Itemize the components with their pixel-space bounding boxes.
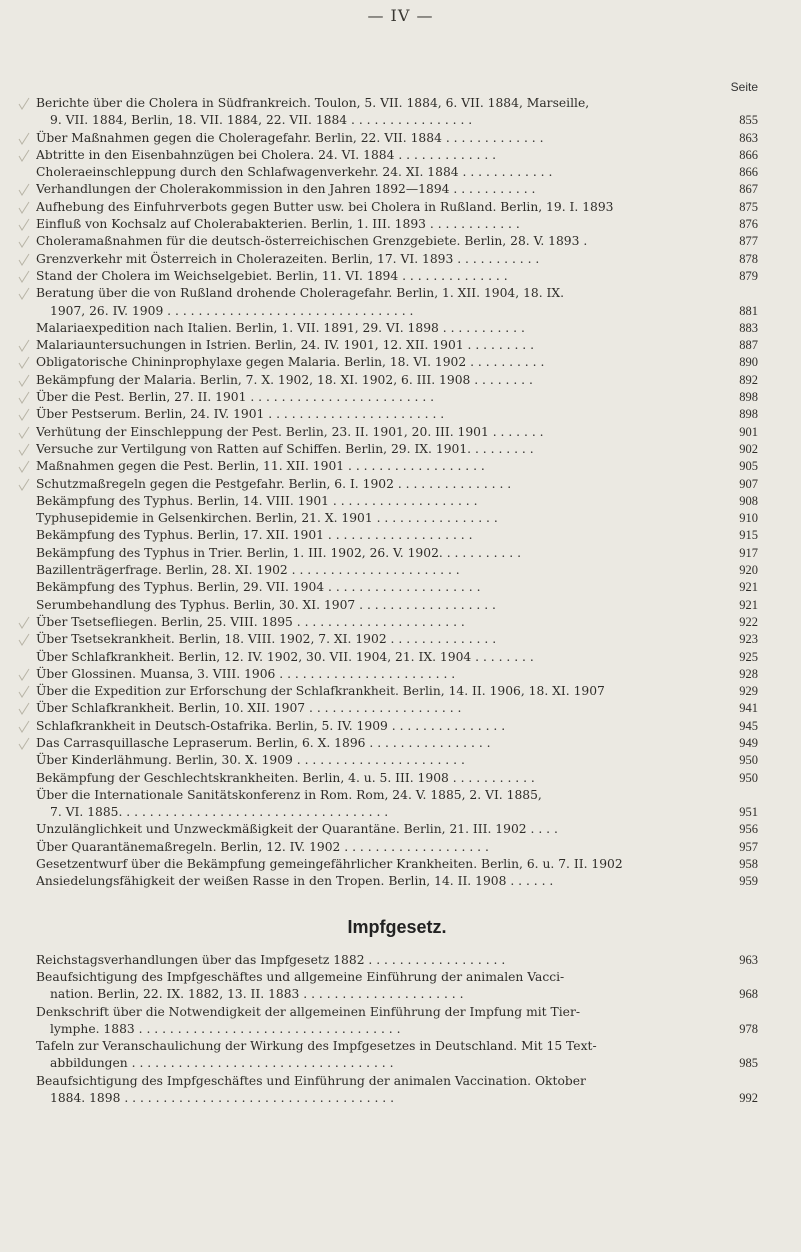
toc-entry-title: Über die Internationale Sanitätskonferenz in Rom. Rom, 24. V. 1885, 2. VI. 1885, — [36, 787, 542, 802]
toc-entry — [36, 562, 758, 579]
toc-entry-title: Bekämpfung der Malaria. Berlin, 7. X. 1902, 18. XI. 1902, 6. III. 1908 . . . . . . . . — [36, 372, 533, 387]
toc-entry-title: Obligatorische Chininprophylaxe gegen Malaria. Berlin, 18. VI. 1902 . . . . . . . . . . — [36, 355, 545, 370]
toc-page-number: 907 — [739, 476, 758, 491]
toc-entry — [36, 147, 758, 164]
toc-entry-title: Malariaexpedition nach Italien. Berlin, 1. VII. 1891, 29. VI. 1898 . . . . . . . . . . . — [36, 320, 525, 335]
toc-entry-title: Über Pestserum. Berlin, 24. IV. 1901 . . . . . . . . . . . . . . . . . . . . . . . — [36, 407, 445, 422]
pencil-check-mark-icon — [18, 633, 30, 647]
toc-page-number: 915 — [739, 528, 758, 543]
toc-entry — [36, 770, 758, 787]
toc-entry-title: Über die Pest. Berlin, 27. II. 1901 . . . . . . . . . . . . . . . . . . . . . . . . — [36, 390, 435, 405]
toc-page-number: 877 — [739, 234, 758, 249]
toc-entry — [36, 458, 758, 475]
toc-page-number: 898 — [739, 407, 758, 422]
toc-entry — [36, 752, 758, 769]
pencil-check-mark-icon — [18, 616, 30, 630]
toc-page-number: 921 — [739, 580, 758, 595]
toc-entry — [36, 476, 758, 493]
toc-entry — [36, 337, 758, 354]
toc-entry — [36, 493, 758, 510]
toc-page-number: 950 — [739, 770, 758, 785]
pencil-check-mark-icon — [18, 443, 30, 457]
toc-entry — [36, 441, 758, 458]
toc-entry-title: Bekämpfung des Typhus. Berlin, 14. VIII. 1901 . . . . . . . . . . . . . . . . . . . — [36, 493, 478, 508]
toc-page-number: 876 — [739, 217, 758, 232]
toc-entry-title: Über Schlafkrankheit. Berlin, 12. IV. 1902, 30. VII. 1904, 21. IX. 1904 . . . . . . . . — [36, 649, 534, 664]
toc-entry — [36, 597, 758, 614]
toc-page-number: 950 — [739, 753, 758, 768]
page-number-header: — IV — — [367, 6, 434, 25]
toc-entry — [36, 406, 758, 423]
toc-entry — [36, 164, 758, 181]
toc-entry-title: Über Tsetsefliegen. Berlin, 25. VIII. 1895 . . . . . . . . . . . . . . . . . . . . . . — [36, 614, 465, 629]
pencil-check-mark-icon — [18, 183, 30, 197]
toc-entry — [36, 424, 758, 441]
toc-page-number: 929 — [739, 684, 758, 699]
toc-entry-title: Berichte über die Cholera in Südfrankreich. Toulon, 5. VII. 1884, 6. VII. 1884, Marseille, — [36, 96, 590, 110]
toc-page-number: 879 — [739, 268, 758, 283]
toc-page-number: 883 — [739, 320, 758, 335]
toc-entry — [36, 181, 758, 198]
toc-page-number: 958 — [739, 857, 758, 872]
toc-page-number: 951 — [739, 805, 758, 820]
toc-page-number: 922 — [739, 614, 758, 629]
pencil-check-mark-icon — [18, 720, 30, 734]
toc-page-number: 863 — [739, 130, 758, 145]
toc-page-number: 992 — [739, 1091, 758, 1106]
toc-page-number: 878 — [739, 251, 758, 266]
toc-entry-title: Aufhebung des Einfuhrverbots gegen Butter usw. bei Cholera in Rußland. Berlin, 19. I. 1893 — [36, 199, 614, 214]
pencil-check-mark-icon — [18, 374, 30, 388]
toc-entry-title: nation. Berlin, 22. IX. 1882, 13. II. 1883 . . . . . . . . . . . . . . . . . . . . . — [50, 987, 464, 1002]
toc-entry — [36, 579, 758, 596]
toc-entry-title: Bekämpfung des Typhus. Berlin, 17. XII. 1901 . . . . . . . . . . . . . . . . . . . — [36, 528, 473, 543]
pencil-check-mark-icon — [18, 270, 30, 284]
toc-entry — [36, 389, 758, 406]
page-column-label: Seite — [730, 80, 758, 94]
toc-page-number: 957 — [739, 839, 758, 854]
toc-page-number: 928 — [739, 666, 758, 681]
toc-page-number: 892 — [739, 372, 758, 387]
toc-entry — [36, 545, 758, 562]
toc-entry-title: Choleramaßnahmen für die deutsch-österreichischen Grenzgebiete. Berlin, 28. V. 1893 . — [36, 234, 588, 249]
toc-page-number: 968 — [739, 987, 758, 1002]
toc-entry — [36, 1004, 758, 1039]
toc-entry — [36, 1073, 758, 1108]
pencil-check-mark-icon — [18, 460, 30, 474]
toc-entry-title: abbildungen . . . . . . . . . . . . . . . . . . . . . . . . . . . . . . . . . . — [50, 1056, 394, 1071]
toc-entry — [36, 969, 758, 1004]
toc-entry — [36, 510, 758, 527]
toc-entry-title: Denkschrift über die Notwendigkeit der allgemeinen Einführung der Impfung mit Tier- — [36, 1004, 580, 1019]
table-of-contents — [36, 95, 758, 1107]
toc-entry-title: Reichstagsverhandlungen über das Impfgesetz 1882 . . . . . . . . . . . . . . . . . . — [36, 952, 506, 967]
toc-page-number: 917 — [739, 545, 758, 560]
toc-page-number: 890 — [739, 355, 758, 370]
toc-entry-title: Über Tsetsekrankheit. Berlin, 18. VIII. 1902, 7. XI. 1902 . . . . . . . . . . . . . . — [36, 632, 497, 647]
toc-entry-title: Maßnahmen gegen die Pest. Berlin, 11. XII. 1901 . . . . . . . . . . . . . . . . . . — [36, 459, 485, 474]
toc-entry-title: Über Quarantänemaßregeln. Berlin, 12. IV. 1902 . . . . . . . . . . . . . . . . . . . — [36, 839, 489, 854]
toc-entry — [36, 700, 758, 717]
pencil-check-mark-icon — [18, 702, 30, 716]
toc-entry — [36, 251, 758, 268]
toc-entry-title: Schlafkrankheit in Deutsch-Ostafrika. Berlin, 5. IV. 1909 . . . . . . . . . . . . . . . — [36, 718, 506, 733]
toc-entry-title: Über Glossinen. Muansa, 3. VIII. 1906 . . . . . . . . . . . . . . . . . . . . . . . — [36, 666, 456, 681]
toc-entry — [36, 1038, 758, 1073]
toc-page-number: 941 — [739, 701, 758, 716]
pencil-check-mark-icon — [18, 391, 30, 405]
toc-entry-title: Über Schlafkrankheit. Berlin, 10. XII. 1907 . . . . . . . . . . . . . . . . . . . . — [36, 701, 462, 716]
pencil-check-mark-icon — [18, 132, 30, 146]
pencil-check-mark-icon — [18, 685, 30, 699]
toc-entry-title: Bekämpfung des Typhus in Trier. Berlin, 1. III. 1902, 26. V. 1902. . . . . . . . . . . — [36, 545, 521, 560]
toc-entry-title: 1884. 1898 . . . . . . . . . . . . . . . . . . . . . . . . . . . . . . . . . . . — [50, 1091, 395, 1106]
pencil-check-mark-icon — [18, 235, 30, 249]
toc-entry-title: Typhusepidemie in Gelsenkirchen. Berlin, 21. X. 1901 . . . . . . . . . . . . . . . . — [36, 511, 498, 526]
toc-entry-title: Einfluß von Kochsalz auf Cholerabakterien. Berlin, 1. III. 1893 . . . . . . . . . . . . — [36, 217, 520, 232]
toc-page-number: 887 — [739, 338, 758, 353]
toc-page-number: 956 — [739, 822, 758, 837]
toc-entry — [36, 216, 758, 233]
toc-entry — [36, 649, 758, 666]
toc-entry — [36, 952, 758, 969]
toc-page-number: 959 — [739, 874, 758, 889]
toc-entry — [36, 718, 758, 735]
toc-entry-title: Beaufsichtigung des Impfgeschäftes und Einführung der animalen Vaccination. Oktober — [36, 1073, 586, 1088]
pencil-check-mark-icon — [18, 201, 30, 215]
toc-entry-title: Bekämpfung der Geschlechtskrankheiten. Berlin, 4. u. 5. III. 1908 . . . . . . . . . . . — [36, 770, 535, 785]
toc-page-number: 985 — [739, 1056, 758, 1071]
toc-entry-title: Bazillenträgerfrage. Berlin, 28. XI. 1902 . . . . . . . . . . . . . . . . . . . . . . — [36, 563, 460, 578]
toc-entry-title: Über Maßnahmen gegen die Choleragefahr. Berlin, 22. VII. 1884 . . . . . . . . . . . . . — [36, 130, 544, 145]
toc-entry-title: Versuche zur Vertilgung von Ratten auf Schiffen. Berlin, 29. IX. 1901. . . . . . . . . — [36, 441, 534, 456]
toc-entry — [36, 821, 758, 838]
toc-page-number: 902 — [739, 441, 758, 456]
toc-page-number: 905 — [739, 459, 758, 474]
toc-entry — [36, 856, 758, 873]
toc-entry-title: Choleraeinschleppung durch den Schlafwagenverkehr. 24. XI. 1884 . . . . . . . . . . . . — [36, 165, 553, 180]
toc-entry-title: Das Carrasquillasche Lepraserum. Berlin, 6. X. 1896 . . . . . . . . . . . . . . . . — [36, 735, 491, 750]
toc-entry-title: 9. VII. 1884, Berlin, 18. VII. 1884, 22. VII. 1884 . . . . . . . . . . . . . . . . — [50, 113, 473, 128]
toc-page-number: 867 — [739, 182, 758, 197]
toc-entry — [36, 735, 758, 752]
toc-entry — [36, 130, 758, 147]
toc-page-number: 923 — [739, 632, 758, 647]
pencil-check-mark-icon — [18, 737, 30, 751]
toc-entry-title: Malariauntersuchungen in Istrien. Berlin, 24. IV. 1901, 12. XII. 1901 . . . . . . . . . — [36, 338, 534, 353]
toc-entry-title: Bekämpfung des Typhus. Berlin, 29. VII. 1904 . . . . . . . . . . . . . . . . . . . . — [36, 580, 481, 595]
toc-entry-title: 1907, 26. IV. 1909 . . . . . . . . . . . . . . . . . . . . . . . . . . . . . . . . — [50, 303, 414, 318]
toc-page-number: 925 — [739, 649, 758, 664]
toc-page-number: 866 — [739, 165, 758, 180]
toc-entry-title: Über die Expedition zur Erforschung der Schlafkrankheit. Berlin, 14. II. 1906, 18. XI. 1907 — [36, 684, 605, 699]
toc-entry-title: Ansiedelungsfähigkeit der weißen Rasse in den Tropen. Berlin, 14. II. 1908 . . . . . . — [36, 874, 554, 889]
toc-page-number: 963 — [739, 952, 758, 967]
toc-entry — [36, 631, 758, 648]
toc-page-number: 875 — [739, 199, 758, 214]
toc-entry — [36, 527, 758, 544]
section-heading: Impfgesetz. — [347, 916, 447, 937]
toc-entry — [36, 873, 758, 890]
toc-entry-title: lymphe. 1883 . . . . . . . . . . . . . . . . . . . . . . . . . . . . . . . . . . — [50, 1021, 401, 1036]
toc-page-number: 978 — [739, 1021, 758, 1036]
pencil-check-mark-icon — [18, 287, 30, 301]
toc-page-number: 921 — [739, 597, 758, 612]
pencil-check-mark-icon — [18, 218, 30, 232]
toc-entry-title: Serumbehandlung des Typhus. Berlin, 30. XI. 1907 . . . . . . . . . . . . . . . . . . — [36, 597, 496, 612]
toc-entry — [36, 285, 758, 320]
toc-entry — [36, 787, 758, 822]
pencil-check-mark-icon — [18, 356, 30, 370]
toc-entry-title: Gesetzentwurf über die Bekämpfung gemeingefährlicher Krankheiten. Berlin, 6. u. 7. II. 1902 — [36, 857, 623, 872]
toc-page-number: 920 — [739, 563, 758, 578]
toc-entry-title: Verhütung der Einschleppung der Pest. Berlin, 23. II. 1901, 20. III. 1901 . . . . . . . — [36, 424, 544, 439]
toc-page-number: 881 — [739, 303, 758, 318]
toc-entry — [36, 320, 758, 337]
toc-entry-title: Grenzverkehr mit Österreich in Cholerazeiten. Berlin, 17. VI. 1893 . . . . . . . . . . . — [36, 251, 540, 266]
toc-entry-title: Beratung über die von Rußland drohende Choleragefahr. Berlin, 1. XII. 1904, 18. IX. — [36, 286, 565, 301]
toc-page-number: 945 — [739, 718, 758, 733]
toc-page-number: 908 — [739, 493, 758, 508]
pencil-check-mark-icon — [18, 253, 30, 267]
toc-entry — [36, 683, 758, 700]
toc-entry-title: 7. VI. 1885. . . . . . . . . . . . . . . . . . . . . . . . . . . . . . . . . . . — [50, 805, 389, 820]
toc-entry-title: Tafeln zur Veranschaulichung der Wirkung des Impfgesetzes in Deutschland. Mit 15 Text- — [36, 1039, 597, 1054]
toc-page-number: 898 — [739, 390, 758, 405]
toc-entry — [36, 233, 758, 250]
toc-entry — [36, 839, 758, 856]
toc-entry — [36, 199, 758, 216]
toc-page-number: 866 — [739, 147, 758, 162]
toc-page-number: 910 — [739, 511, 758, 526]
toc-entry — [36, 614, 758, 631]
pencil-check-mark-icon — [18, 408, 30, 422]
toc-entry — [36, 268, 758, 285]
toc-page-number: 949 — [739, 735, 758, 750]
pencil-check-mark-icon — [18, 668, 30, 682]
pencil-check-mark-icon — [18, 426, 30, 440]
toc-entry-title: Schutzmaßregeln gegen die Pestgefahr. Berlin, 6. I. 1902 . . . . . . . . . . . . . . . — [36, 476, 512, 491]
toc-entry-title: Über Kinderlähmung. Berlin, 30. X. 1909 . . . . . . . . . . . . . . . . . . . . . . — [36, 753, 465, 768]
toc-entry — [36, 372, 758, 389]
toc-entry-title: Abtritte in den Eisenbahnzügen bei Cholera. 24. VI. 1884 . . . . . . . . . . . . . — [36, 147, 497, 162]
toc-entry — [36, 666, 758, 683]
toc-entry-title: Verhandlungen der Cholerakommission in den Jahren 1892—1894 . . . . . . . . . . . — [36, 182, 536, 197]
pencil-check-mark-icon — [18, 149, 30, 163]
pencil-check-mark-icon — [18, 339, 30, 353]
toc-entry-title: Unzulänglichkeit und Unzweckmäßigkeit der Quarantäne. Berlin, 21. III. 1902 . . . . — [36, 822, 558, 837]
toc-entry-title: Stand der Cholera im Weichselgebiet. Berlin, 11. VI. 1894 . . . . . . . . . . . . . . — [36, 268, 508, 283]
toc-entry — [36, 95, 758, 130]
toc-entry — [36, 354, 758, 371]
pencil-check-mark-icon — [18, 478, 30, 492]
pencil-check-mark-icon — [18, 97, 30, 111]
toc-page-number: 855 — [739, 113, 758, 128]
toc-entry-title: Beaufsichtigung des Impfgeschäftes und allgemeine Einführung der animalen Vacci- — [36, 969, 565, 984]
toc-page-number: 901 — [739, 424, 758, 439]
